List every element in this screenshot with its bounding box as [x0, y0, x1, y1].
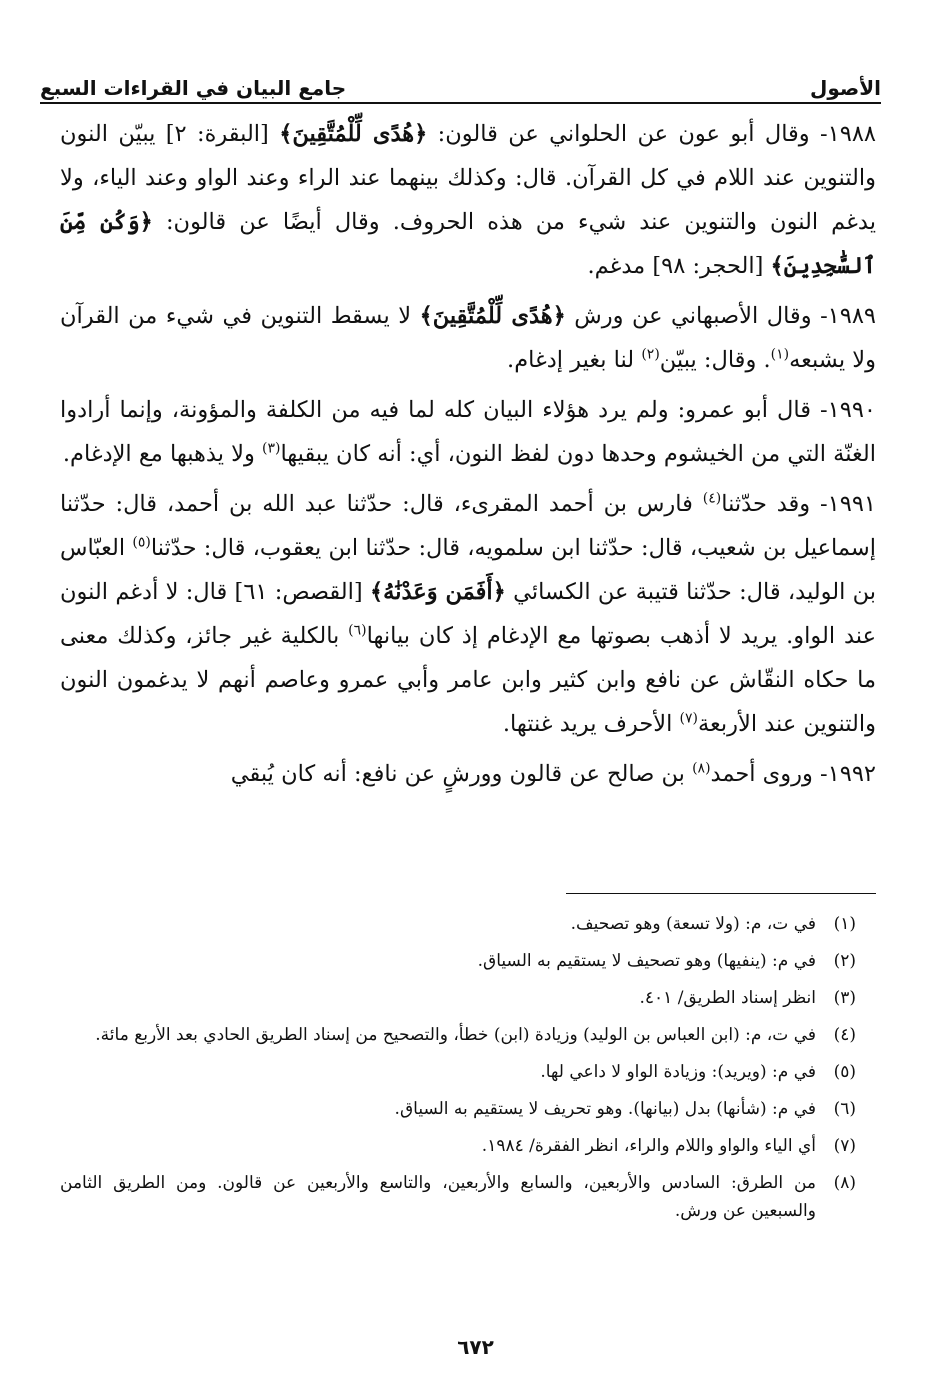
text-run: وروى أحمد — [710, 761, 813, 787]
footnote — [60, 1058, 856, 1086]
text-run: بن صالح عن قالون وورشٍ عن نافع: أنه كان يُبقي — [230, 761, 693, 787]
footnotes — [60, 910, 856, 1234]
footnote — [60, 1095, 856, 1123]
footnote-text: في ت، م: (ولا تسعة) وهو تصحيف. — [570, 914, 816, 934]
footnote-text: أي الياء والواو واللام والراء، انظر الفقرة/ ١٩٨٤. — [481, 1136, 816, 1156]
text-run: بالكلية غير جائز، وكذلك معنى ما حكاه النقّاش عن نافع وابن كثير وابن عامر وأبي عمرو وعاصم أنهم لا يدغمون النون والتنوين عند الأربعة — [60, 623, 876, 737]
footnote-text: من الطرق: السادس والأربعين، والسابع والأربعين، والتاسع والأربعين عن قالون. ومن الطريق الثامن والسبعين عن ورش. — [60, 1173, 816, 1221]
footnote-mark: (١) — [833, 914, 856, 934]
text-run: [الحجر: ٩٨] مدغم. — [587, 253, 771, 279]
paragraph — [60, 388, 876, 476]
footnote — [60, 947, 856, 975]
footnote — [60, 1021, 856, 1049]
paragraph — [60, 294, 876, 382]
text-run: فارس بن أحمد المقرىء، قال: حدّثنا عبد الله بن أحمد، قال: حدّثنا إسماعيل بن شعيب، قال: حدّثنا ابن سلمويه، قال: حدّثنا ابن يعقوب، قال: حدّثنا — [60, 491, 876, 561]
footnote-text: في ت، م: (ابن العباس بن الوليد) وزيادة (ابن) خطأ، والتصحيح من إسناد الطريق الحادي بعد الأربع مائة. — [95, 1025, 816, 1045]
text-run: . وقال: يبيّن — [659, 347, 771, 373]
header-rule — [40, 102, 881, 104]
footnote-reference: (٤) — [702, 490, 722, 507]
text-run: وقد حدّثنا — [721, 491, 811, 517]
paragraph — [60, 112, 876, 288]
footnote-reference: (٥) — [132, 534, 151, 551]
footnote-mark: (٧) — [833, 1136, 856, 1156]
quran-quote: ﴿وَكُن مِّنَ ٱلسَّٰجِدِينَ﴾ — [60, 209, 876, 279]
footnote-mark: (٦) — [833, 1099, 856, 1119]
main-text — [60, 112, 876, 802]
footnote-reference: (٣) — [261, 440, 281, 457]
text-run: لنا بغير إدغام. — [507, 347, 642, 373]
paragraph-number: ١٩٨٨- — [820, 121, 876, 147]
footnote-text: في م: (شأنها) بدل (بيانها). وهو تحريف لا يستقيم به السياق. — [394, 1099, 816, 1119]
text-run: [القصص: ٦١] قال: لا أدغم النون عند الواو. يريد لا أذهب بصوتها مع الإدغام إذ كان بيانها — [60, 579, 876, 649]
paragraph-number: ١٩٩٠- — [820, 397, 876, 423]
footnote-mark: (٤) — [833, 1025, 856, 1045]
footnote-text: في م: (ينفيها) وهو تصحيف لا يستقيم به السياق. — [477, 951, 816, 971]
text-run: وقال أبو عون عن الحلواني عن قالون: — [427, 121, 810, 147]
text-run: [البقرة: ٢] يبيّن النون والتنوين عند اللام في كل القرآن. قال: وكذلك بينهما عند الراء وعند الواو وعند الياء، ولا يدغم النون والتنوين عند شيء من هذه الحروف. وقال أيضًا عن قالون: — [60, 121, 876, 235]
footnote-rule — [566, 893, 876, 894]
footnote-reference: (٧) — [679, 710, 698, 727]
footnote-mark: (٣) — [833, 988, 856, 1008]
paragraph-number: ١٩٨٩- — [820, 303, 877, 329]
footnote — [60, 1132, 856, 1160]
footnote-mark: (٥) — [833, 1062, 856, 1082]
footnote — [60, 1169, 856, 1225]
text-run: ولا يذهبها مع الإدغام. — [62, 441, 262, 467]
paragraph — [60, 752, 876, 796]
text-run: قال أبو عمرو: ولم يرد هؤلاء البيان كله لما فيه من الكلفة والمؤونة، وإنما أرادوا الغنّة التي من الخيشوم وحدها دون لفظ النون، أي: أنه كان يبقيها — [60, 397, 876, 467]
quran-quote: ﴿هُدًى لِّلْمُتَّقِينَ﴾ — [279, 121, 428, 147]
text-run: لا يسقط التنوين في شيء من القرآن ولا يشبعه — [60, 303, 876, 373]
paragraph-number: ١٩٩١- — [820, 491, 876, 517]
book-title: جامع البيان في القراءات السبع — [40, 76, 347, 100]
text-run: الأحرف يريد غنتها. — [502, 711, 680, 737]
text-run: العبّاس بن الوليد، قال: حدّثنا قتيبة عن الكسائي — [60, 535, 877, 605]
quran-quote: ﴿أَفَمَن وَعَدْنَٰهُ﴾ — [369, 579, 506, 605]
footnote-mark: (٨) — [833, 1173, 856, 1193]
footnote-reference: (١) — [770, 346, 790, 363]
running-head — [40, 60, 881, 100]
footnote — [60, 910, 856, 938]
footnote-reference: (٨) — [692, 760, 711, 777]
footnote — [60, 984, 856, 1012]
footnote-reference: (٢) — [641, 346, 660, 363]
footnote-text: في م: (ويريد): وزيادة الواو لا داعي لها. — [540, 1062, 816, 1082]
section-title: الأصول — [810, 76, 881, 100]
footnote-text: انظر إسناد الطريق/ ٤٠١. — [639, 988, 816, 1008]
text-run: وقال الأصبهاني عن ورش — [565, 303, 812, 329]
quran-quote: ﴿هُدًى لِّلْمُتَّقِينَ﴾ — [419, 303, 566, 329]
footnote-reference: (٦) — [348, 622, 367, 639]
paragraph-number: ١٩٩٢- — [820, 761, 876, 787]
page-number: ٦٧٢ — [457, 1335, 494, 1359]
footnote-mark: (٢) — [833, 951, 856, 971]
paragraph — [60, 482, 876, 746]
